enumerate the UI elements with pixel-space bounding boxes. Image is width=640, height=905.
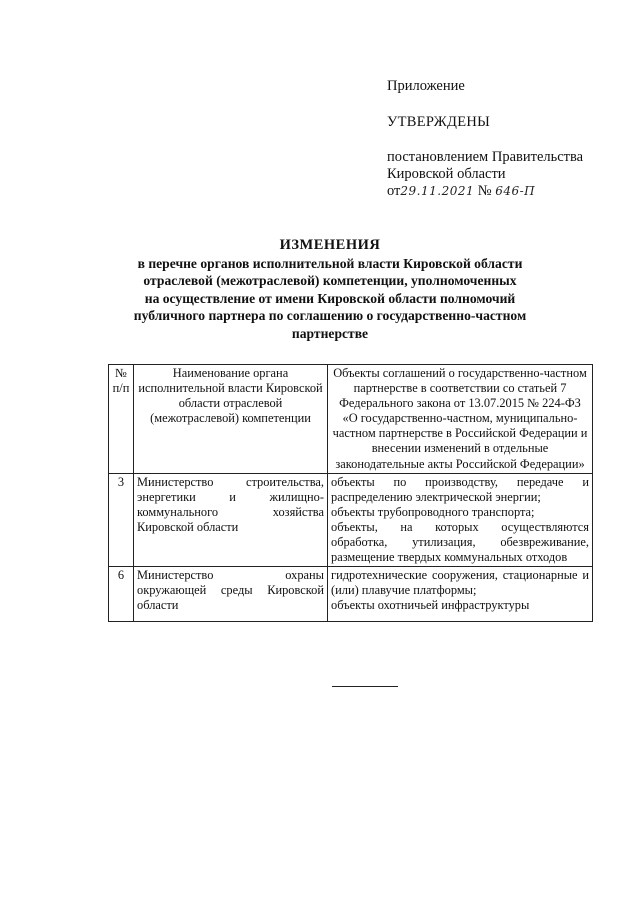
decree-reference: [387, 149, 583, 200]
row-objects: [328, 473, 593, 567]
decree-line-1: постановлением Правительства: [387, 149, 584, 165]
table-row: [109, 567, 593, 622]
row-org: Министерство охраны окружающей среды Кировской области: [134, 567, 328, 622]
title-line-4: публичного партнера по соглашению о государственно-частном: [133, 308, 527, 323]
object-item: объекты по производству, передаче и распределению электрической энергии;: [331, 474, 589, 504]
appendix-label: Приложение: [387, 78, 465, 94]
object-item: объекты, на которых осуществляются обработка, утилизация, обезвреживание, размещение твердых коммунальных отходов: [331, 519, 589, 565]
row-objects: [328, 567, 593, 622]
title-line-5: партнерстве: [291, 325, 369, 341]
decree-from: от: [387, 183, 401, 199]
object-item: объекты трубопроводного транспорта;: [331, 504, 535, 519]
title-line-1: в перечне органов исполнительной власти Кировской области: [137, 255, 523, 271]
decree-date: 29.11.2021: [400, 184, 475, 198]
object-item: гидротехнические сооружения, стационарные и (или) плавучие платформы;: [331, 568, 589, 598]
document-title: [120, 237, 540, 342]
approved-label: УТВЕРЖДЕНЫ: [387, 114, 491, 130]
object-item: объекты охотничьей инфраструктуры: [331, 598, 530, 613]
table-row: [109, 473, 593, 567]
header-num: № п/п: [109, 365, 134, 474]
header-objects: Объекты соглашений о государственно-частном партнерстве в соответствии со статьей 7 Федерального закона от 13.07.2015 № 224-ФЗ «О государственно-частном, муниципально-частном партнерстве в Российской Федерации и внесении изменений в отдельные законодательные акты Российской Федерации»: [328, 365, 593, 474]
row-org: Министерство строительства, энергетики и жилищно-коммунального хозяйства Кировской области: [134, 473, 328, 567]
row-num: 3: [109, 473, 134, 567]
decree-line-2: Кировской области: [387, 166, 506, 182]
decree-number-line: [387, 183, 583, 200]
changes-table: [108, 364, 593, 622]
header-org: Наименование органа исполнительной власти Кировской области отраслевой (межотраслевой) компетенции: [134, 365, 328, 474]
title-line-2: отраслевой (межотраслевой) компетенции, уполномоченных: [143, 273, 517, 288]
title-line-3: на осуществление от имени Кировской области полномочий: [144, 290, 516, 306]
title-heading: ИЗМЕНЕНИЯ: [279, 237, 381, 253]
decree-number: 646-П: [495, 184, 536, 198]
closing-rule: [332, 686, 398, 687]
table-header-row: [109, 365, 593, 474]
decree-no-label: №: [477, 183, 492, 199]
row-num: 6: [109, 567, 134, 622]
